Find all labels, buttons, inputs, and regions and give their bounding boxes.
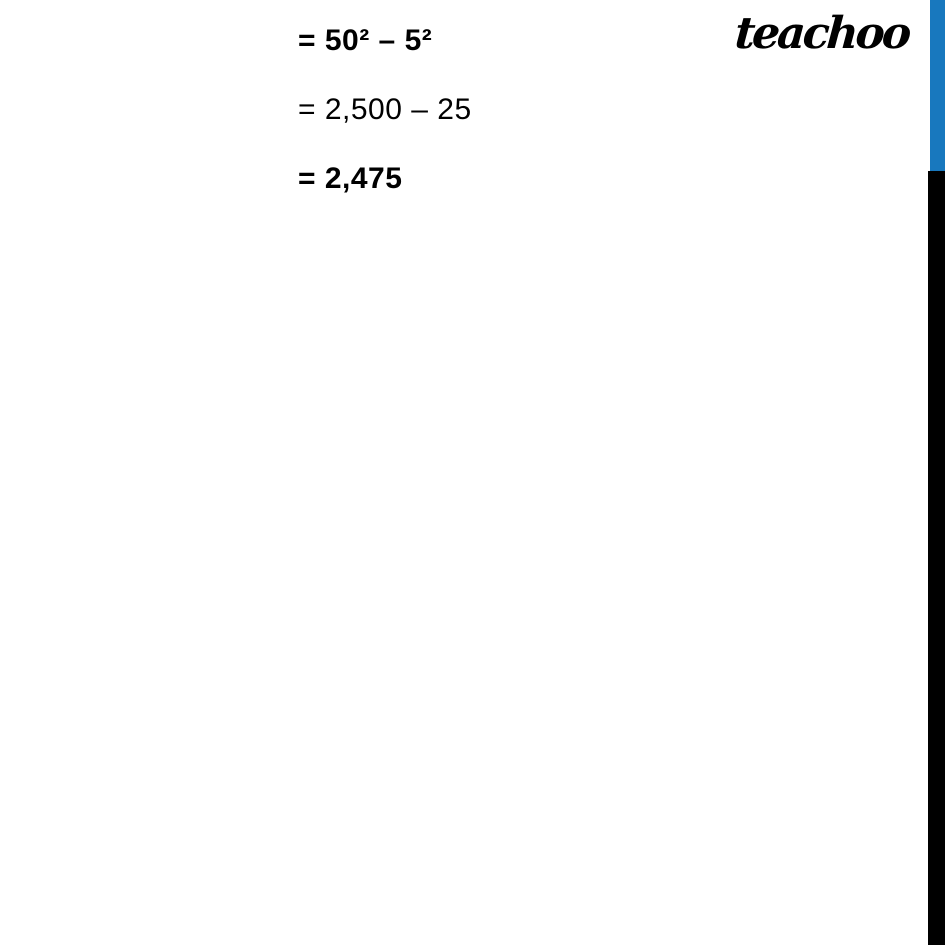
solution-steps bbox=[298, 24, 472, 231]
teachoo-logo: teachoo bbox=[732, 8, 910, 59]
math-step-3: = 2,475 bbox=[298, 162, 403, 195]
math-step-1: = 50² – 5² bbox=[298, 24, 433, 57]
math-step-2: = 2,500 – 25 bbox=[298, 93, 472, 126]
black-accent-bar bbox=[928, 171, 945, 945]
blue-accent-bar bbox=[930, 0, 945, 171]
